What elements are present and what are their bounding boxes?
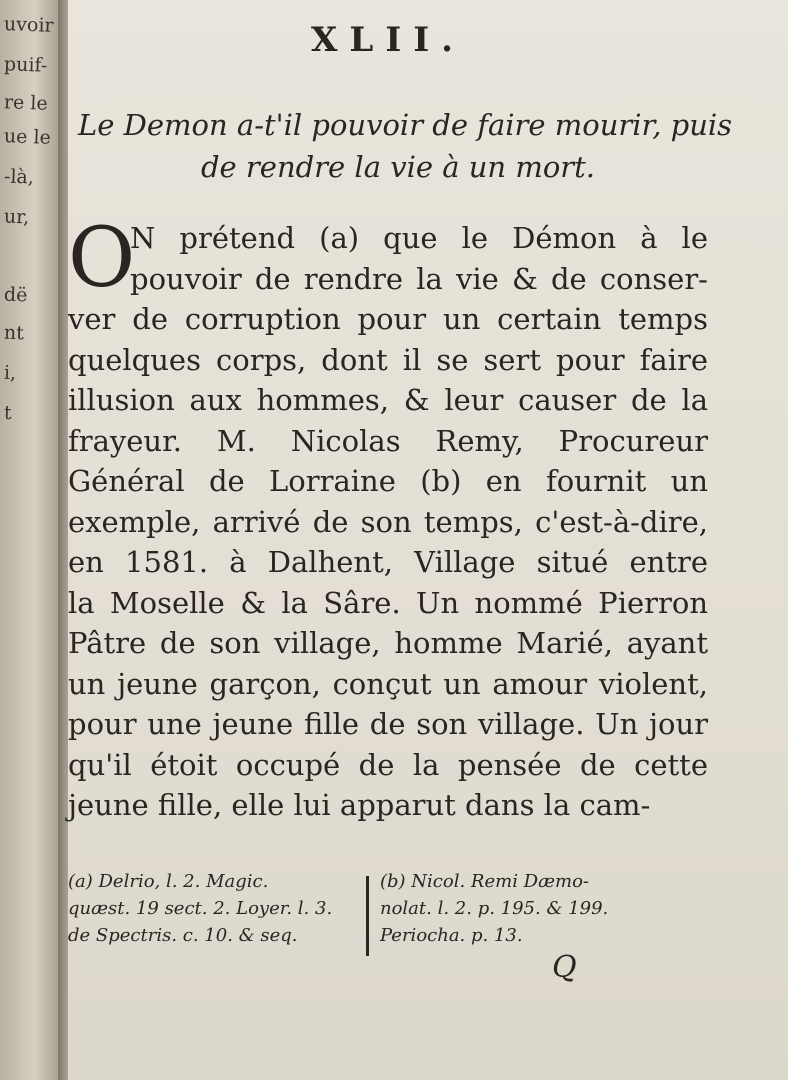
drop-cap: O — [68, 211, 136, 306]
footnote-divider — [366, 876, 369, 956]
left-page-fragment: i, — [3, 361, 17, 385]
body-line: jeune fille, elle lui apparut dans la cam- — [68, 788, 651, 822]
footnote-b — [380, 868, 710, 949]
left-page-fragment: t — [3, 401, 13, 425]
title-line: Le Demon a-t'il pouvoir de faire mourir, puis — [78, 108, 733, 142]
footnote-line: Periocha. p. 13. — [380, 925, 523, 946]
left-page-fragment: uvoir — [3, 13, 54, 37]
left-page-fragment: puif- — [3, 53, 48, 77]
right-page — [68, 0, 788, 1080]
body-line: N prétend (a) que le Démon à le — [130, 221, 708, 255]
footnote-line: (a) Delrio, l. 2. Magic. — [68, 871, 269, 892]
chapter-number: XLII. — [311, 20, 465, 60]
footnote-line: nolat. l. 2. p. 195. & 199. — [380, 898, 609, 919]
body-line: pouvoir de rendre la vie & de conser- — [130, 261, 708, 296]
signature-mark: Q — [552, 950, 577, 985]
footnote-line: (b) Nicol. Remi Dæmo- — [380, 871, 590, 892]
body-line: exemple, arrivé de son temps, c'est-à-dire, — [68, 504, 708, 539]
body-line: pour une jeune fille de son village. Un jour — [68, 707, 708, 741]
left-page-fragment: ue le — [3, 125, 52, 149]
chapter-title — [78, 104, 733, 188]
body-line: illusion aux hommes, & leur causer de la — [68, 383, 708, 417]
body-line: qu'il étoit occupé de la pensée de cette — [68, 747, 708, 782]
left-page-fragment: nt — [3, 321, 25, 345]
body-line: ver de corruption pour un certain temps — [68, 302, 708, 336]
title-line: de rendre la vie à un mort. — [200, 150, 596, 184]
left-page-fragment: -là, — [3, 165, 35, 189]
footnotes — [68, 868, 708, 968]
body-line: quelques corps, dont il se sert pour faire — [68, 342, 708, 377]
left-page-fragment: dë — [3, 283, 28, 307]
body-line: un jeune garçon, conçut un amour violent, — [68, 666, 708, 701]
footnote-a — [68, 868, 358, 949]
body-line: frayeur. M. Nicolas Remy, Procureur — [68, 423, 708, 458]
left-page-fragment: re le — [3, 91, 49, 115]
body-text — [68, 211, 708, 826]
body-line: en 1581. à Dalhent, Village situé entre — [68, 545, 708, 579]
footnote-line: quæst. 19 sect. 2. Loyer. l. 3. — [68, 898, 333, 919]
left-page-fragment: ur, — [3, 205, 30, 229]
body-line: Général de Lorraine (b) en fournit un — [68, 464, 708, 498]
body-line: la Moselle & la Sâre. Un nommé Pierron — [68, 585, 708, 620]
left-page-edge — [0, 0, 62, 1080]
body-line: Pâtre de son village, homme Marié, ayant — [68, 626, 708, 660]
footnote-line: de Spectris. c. 10. & seq. — [68, 925, 298, 946]
